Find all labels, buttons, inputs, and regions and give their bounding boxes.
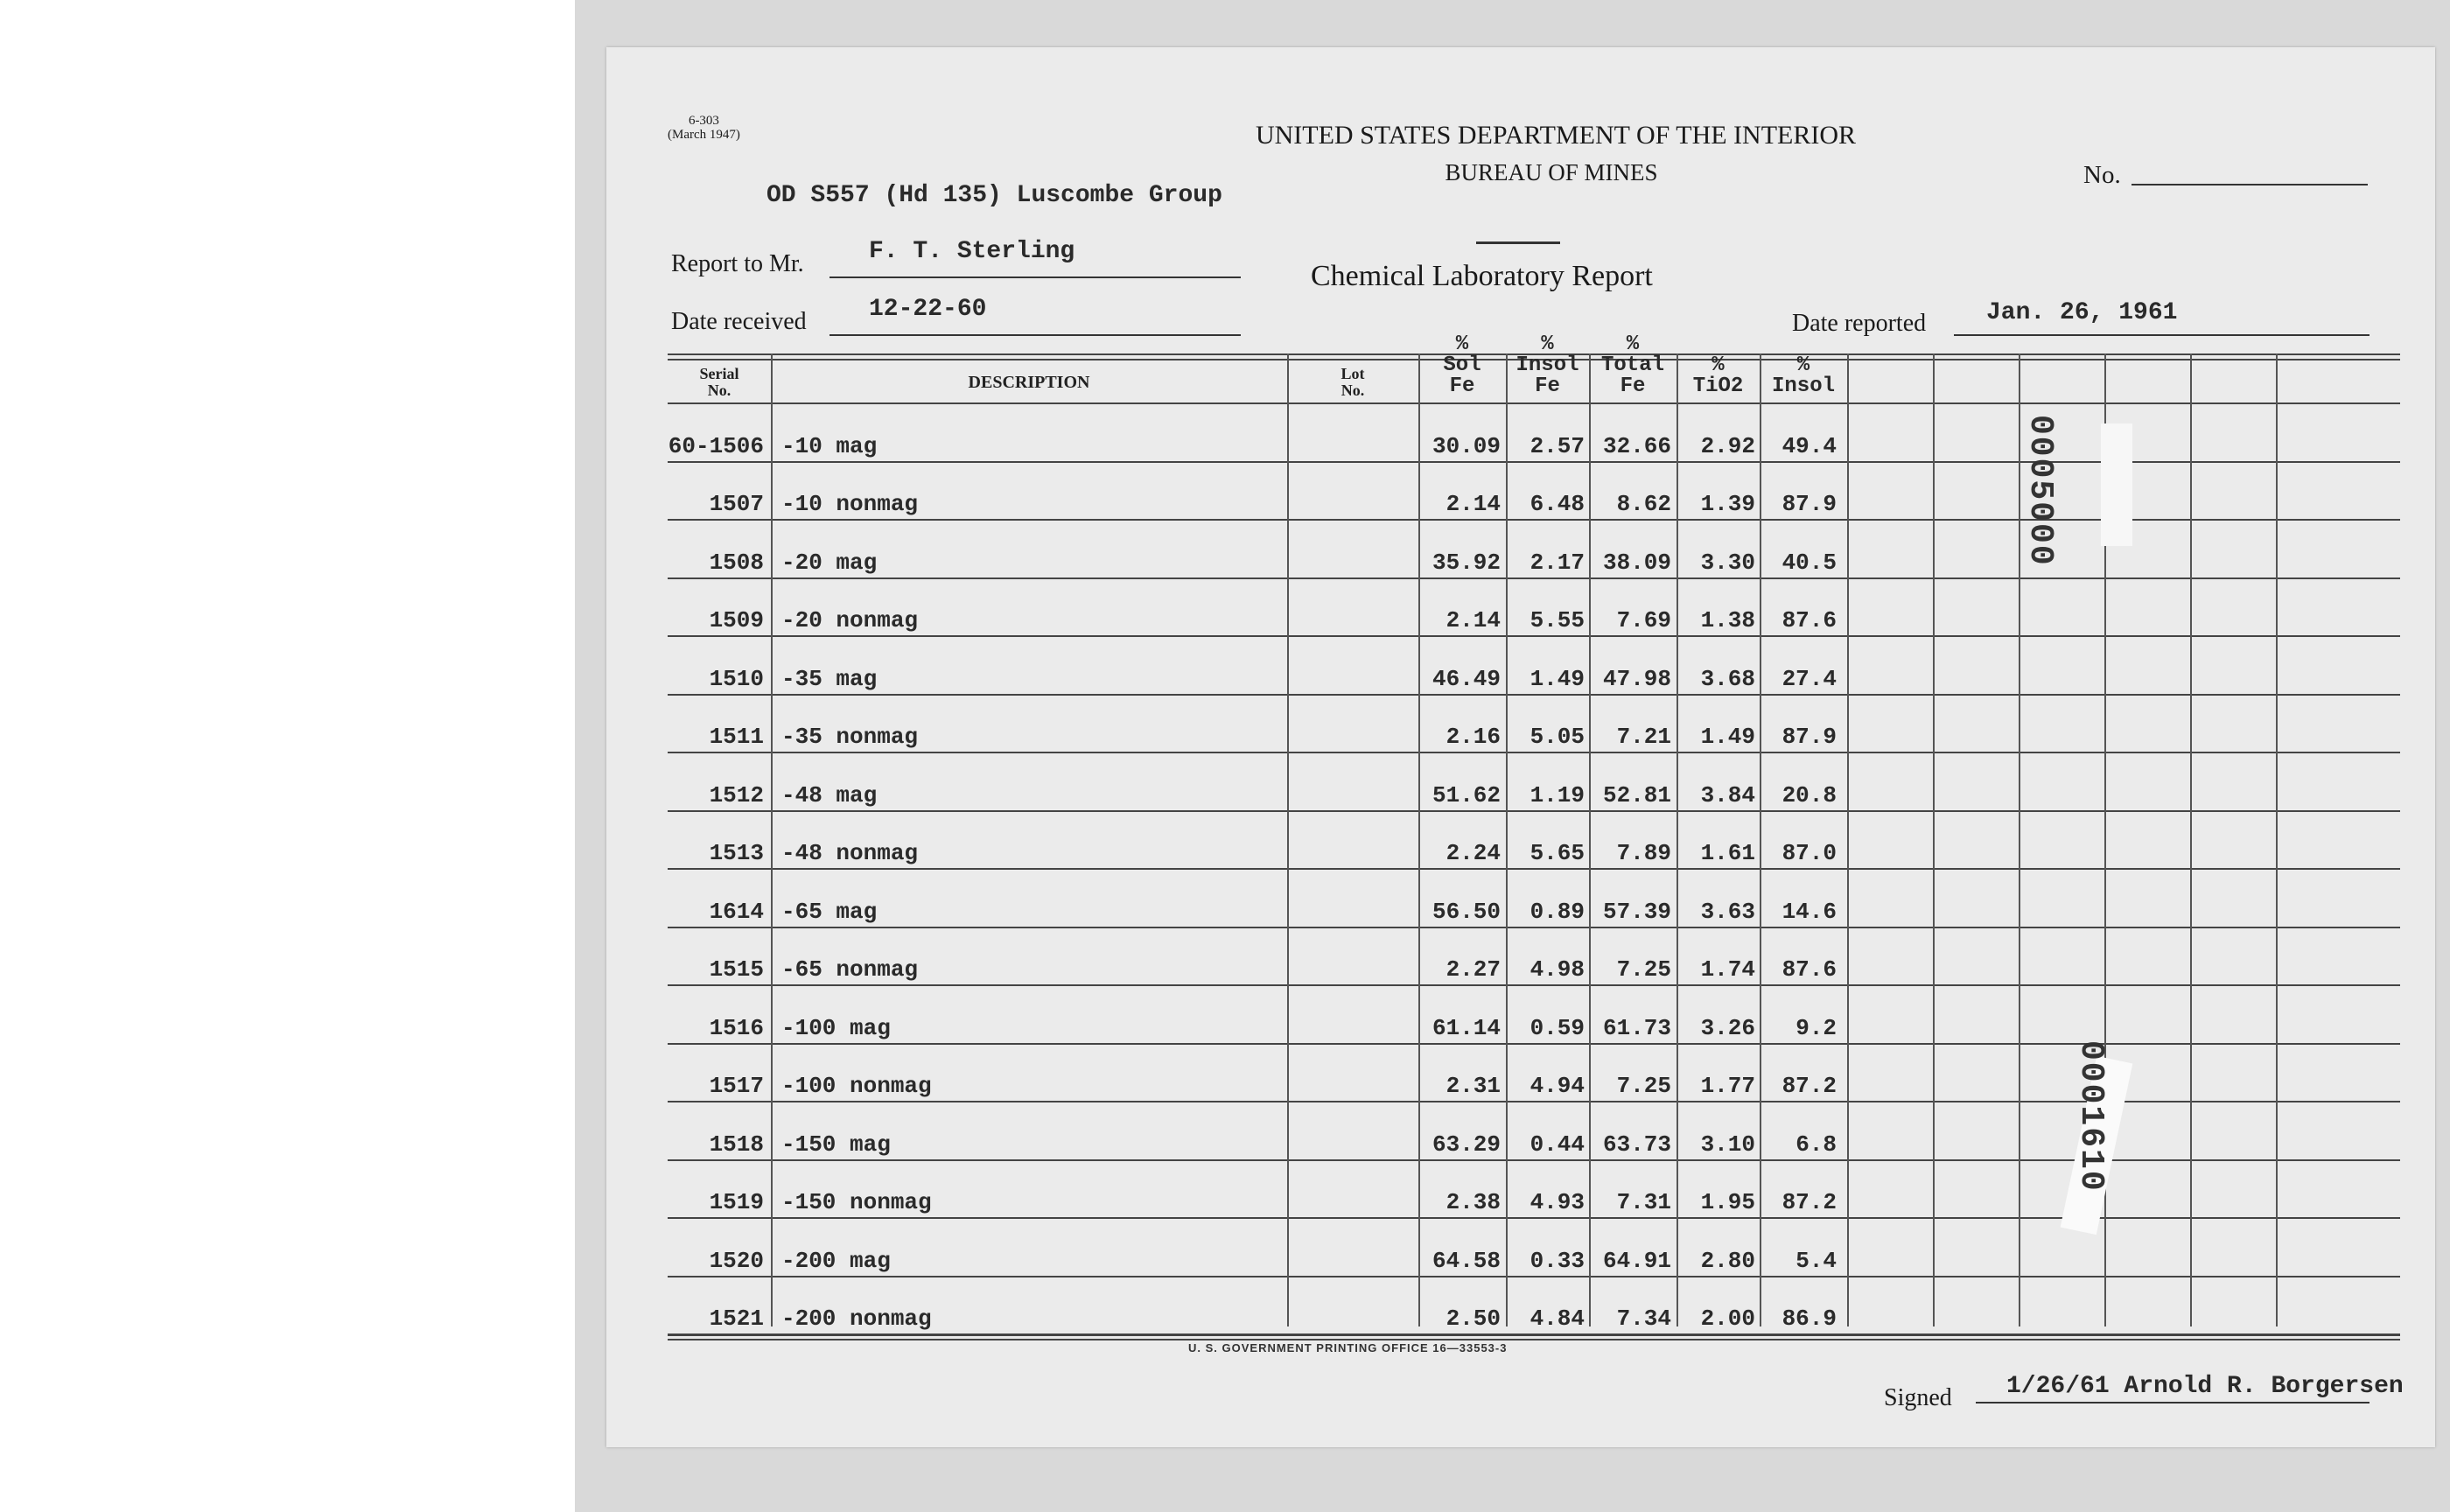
- insol-fe-cell: 2.17: [1530, 549, 1585, 576]
- insol-fe-cell: 4.98: [1530, 956, 1585, 983]
- insol-fe-cell: 2.57: [1530, 432, 1585, 459]
- serial-cell: 1519: [709, 1189, 764, 1215]
- serial-stamp-top: 0005000: [2021, 415, 2059, 567]
- total-fe-cell: 7.21: [1616, 724, 1671, 750]
- insol-cell: 87.2: [1782, 1189, 1837, 1215]
- insol-cell: 87.9: [1782, 491, 1837, 517]
- description-cell: -10 mag: [781, 432, 878, 459]
- table-row: [668, 1217, 2400, 1276]
- total-fe-cell: 7.34: [1616, 1306, 1671, 1332]
- table-row: [668, 868, 2400, 927]
- description-cell: -200 nonmag: [781, 1306, 932, 1332]
- insol-fe-cell: 1.49: [1530, 665, 1585, 692]
- table-row: [668, 1276, 2400, 1334]
- insol-fe-cell: 5.65: [1530, 840, 1585, 866]
- insol-fe-cell: 4.94: [1530, 1073, 1585, 1099]
- insol-fe-cell: 4.93: [1530, 1189, 1585, 1215]
- date-reported-line: [1954, 334, 2370, 336]
- date-received-line: [830, 334, 1241, 336]
- serial-cell: 1520: [709, 1247, 764, 1274]
- tio2-cell: 3.63: [1700, 898, 1755, 925]
- sol-fe-cell: 63.29: [1432, 1130, 1501, 1158]
- description-cell: -65 nonmag: [781, 956, 919, 983]
- total-fe-cell: 7.89: [1616, 840, 1671, 866]
- tio2-cell: 1.39: [1700, 491, 1755, 517]
- insol-cell: 87.0: [1782, 840, 1837, 866]
- tio2-cell: 2.92: [1700, 432, 1755, 459]
- table-row: [668, 402, 2400, 461]
- table-row: [668, 461, 2400, 520]
- header-insol-fe-text: % Insol Fe: [1516, 332, 1579, 398]
- insol-fe-cell: 5.55: [1530, 607, 1585, 634]
- signed-value: 1/26/61 Arnold R. Borgersen: [2006, 1373, 2404, 1400]
- report-title: Chemical Laboratory Report: [1311, 260, 1653, 292]
- report-to-value: F. T. Sterling: [869, 238, 1075, 265]
- header-sol-fe: [1418, 334, 1506, 397]
- table-row: [668, 810, 2400, 869]
- table-row: [668, 984, 2400, 1043]
- sol-fe-cell: 51.62: [1432, 781, 1501, 808]
- date-received-value: 12-22-60: [869, 296, 987, 323]
- total-fe-cell: 32.66: [1602, 432, 1671, 459]
- insol-fe-cell: 0.33: [1530, 1247, 1585, 1274]
- description-cell: -150 mag: [781, 1130, 891, 1158]
- tio2-cell: 1.49: [1700, 724, 1755, 750]
- insol-cell: 5.4: [1796, 1247, 1837, 1274]
- description-cell: -10 nonmag: [781, 491, 919, 517]
- results-table: [668, 332, 2400, 1334]
- serial-cell: 60-1506: [668, 432, 764, 459]
- sample-group: OD S557 (Hd 135) Luscombe Group: [766, 182, 1222, 209]
- sol-fe-cell: 2.27: [1446, 956, 1501, 983]
- report-to-line: [830, 276, 1241, 278]
- description-cell: -65 mag: [781, 898, 878, 925]
- stamp-strip-top: [2101, 424, 2132, 546]
- sol-fe-cell: 2.14: [1446, 491, 1501, 517]
- tio2-cell: 3.68: [1700, 665, 1755, 692]
- date-reported-value: Jan. 26, 1961: [1986, 299, 2178, 326]
- insol-cell: 20.8: [1782, 781, 1837, 808]
- serial-cell: 1515: [709, 956, 764, 983]
- date-reported-label: Date reported: [1792, 310, 1927, 337]
- tio2-cell: 2.00: [1700, 1306, 1755, 1332]
- description-cell: -100 nonmag: [781, 1073, 932, 1099]
- serial-cell: 1511: [709, 724, 764, 750]
- insol-cell: 9.2: [1796, 1014, 1837, 1041]
- header-insol: [1760, 355, 1847, 397]
- description-cell: -48 nonmag: [781, 840, 919, 866]
- insol-fe-cell: 0.89: [1530, 898, 1585, 925]
- sol-fe-cell: 2.31: [1446, 1073, 1501, 1099]
- sol-fe-cell: 2.16: [1446, 724, 1501, 750]
- tio2-cell: 3.26: [1700, 1014, 1755, 1041]
- signed-label: Signed: [1884, 1384, 1952, 1411]
- header-description: [771, 374, 1287, 391]
- header-serial-no: [668, 366, 771, 399]
- tio2-cell: 1.38: [1700, 607, 1755, 634]
- date-received-label: Date received: [671, 308, 807, 335]
- insol-cell: 87.2: [1782, 1073, 1837, 1099]
- department-heading: UNITED STATES DEPARTMENT OF THE INTERIOR: [1255, 121, 1857, 150]
- serial-cell: 1512: [709, 781, 764, 808]
- title-rule: [1476, 242, 1560, 244]
- form-number-code: 6-303: [688, 114, 719, 128]
- header-serial-no-text: Serial No.: [699, 365, 739, 399]
- sol-fe-cell: 2.38: [1446, 1189, 1501, 1215]
- serial-cell: 1614: [709, 898, 764, 925]
- total-fe-cell: 7.25: [1616, 1073, 1671, 1099]
- insol-fe-cell: 5.05: [1530, 724, 1585, 750]
- table-row: [668, 578, 2400, 636]
- sol-fe-cell: 35.92: [1432, 549, 1501, 576]
- tio2-cell: 1.77: [1700, 1073, 1755, 1099]
- insol-cell: 14.6: [1782, 898, 1837, 925]
- sol-fe-cell: 2.24: [1446, 840, 1501, 866]
- total-fe-cell: 61.73: [1602, 1014, 1671, 1041]
- sol-fe-cell: 61.14: [1432, 1014, 1501, 1041]
- tio2-cell: 1.95: [1700, 1189, 1755, 1215]
- header-tio2: [1676, 355, 1760, 397]
- header-lot-no: [1287, 366, 1418, 399]
- total-fe-cell: 57.39: [1602, 898, 1671, 925]
- sol-fe-cell: 2.50: [1446, 1306, 1501, 1332]
- header-insol-fe: [1506, 334, 1589, 397]
- insol-cell: 87.6: [1782, 607, 1837, 634]
- total-fe-cell: 64.91: [1602, 1247, 1671, 1274]
- tio2-cell: 1.74: [1700, 956, 1755, 983]
- header-total-fe-text: % Total Fe: [1600, 332, 1664, 398]
- header-lot-no-text: Lot No.: [1340, 365, 1365, 399]
- total-fe-cell: 7.31: [1616, 1189, 1671, 1215]
- description-cell: -20 nonmag: [781, 607, 919, 634]
- header-description-text: DESCRIPTION: [968, 373, 1090, 392]
- table-row: [668, 635, 2400, 694]
- sol-fe-cell: 2.14: [1446, 607, 1501, 634]
- serial-cell: 1517: [709, 1073, 764, 1099]
- table-rule: [668, 1339, 2400, 1340]
- serial-cell: 1516: [709, 1014, 764, 1041]
- sol-fe-cell: 64.58: [1432, 1247, 1501, 1274]
- insol-cell: 87.9: [1782, 724, 1837, 750]
- total-fe-cell: 63.73: [1602, 1130, 1671, 1158]
- table-row: [668, 694, 2400, 752]
- header-tio2-text: % TiO2: [1692, 354, 1744, 398]
- serial-cell: 1508: [709, 549, 764, 576]
- description-cell: -150 nonmag: [781, 1189, 932, 1215]
- sol-fe-cell: 30.09: [1432, 432, 1501, 459]
- total-fe-cell: 38.09: [1602, 549, 1671, 576]
- insol-fe-cell: 0.44: [1530, 1130, 1585, 1158]
- insol-cell: 27.4: [1782, 665, 1837, 692]
- total-fe-cell: 8.62: [1616, 491, 1671, 517]
- table-row: [668, 1043, 2400, 1102]
- insol-fe-cell: 1.19: [1530, 781, 1585, 808]
- report-to-label: Report to Mr.: [671, 250, 804, 277]
- insol-fe-cell: 6.48: [1530, 491, 1585, 517]
- serial-cell: 1521: [709, 1306, 764, 1332]
- tio2-cell: 1.61: [1700, 840, 1755, 866]
- total-fe-cell: 47.98: [1602, 665, 1671, 692]
- serial-cell: 1509: [709, 607, 764, 634]
- printing-office-note: U. S. GOVERNMENT PRINTING OFFICE 16—33553-3: [1188, 1341, 1508, 1354]
- description-cell: -100 mag: [781, 1014, 891, 1041]
- report-number-line: [2132, 184, 2368, 186]
- form-number-date: (March 1947): [668, 128, 740, 142]
- tio2-cell: 3.30: [1700, 549, 1755, 576]
- table-row: [668, 519, 2400, 578]
- lab-report-sheet: [606, 47, 2435, 1447]
- insol-cell: 40.5: [1782, 549, 1837, 576]
- description-cell: -35 nonmag: [781, 724, 919, 750]
- total-fe-cell: 52.81: [1602, 781, 1671, 808]
- serial-cell: 1510: [709, 665, 764, 692]
- insol-fe-cell: 0.59: [1530, 1014, 1585, 1041]
- tio2-cell: 2.80: [1700, 1247, 1755, 1274]
- table-row: [668, 752, 2400, 810]
- table-row: [668, 1101, 2400, 1159]
- serial-cell: 1507: [709, 491, 764, 517]
- total-fe-cell: 7.69: [1616, 607, 1671, 634]
- header-total-fe: [1589, 334, 1676, 397]
- table-row: [668, 927, 2400, 985]
- insol-cell: 87.6: [1782, 956, 1837, 983]
- insol-cell: 49.4: [1782, 432, 1837, 459]
- serial-stamp-bottom: 0001610: [2072, 1040, 2110, 1193]
- total-fe-cell: 7.25: [1616, 956, 1671, 983]
- tio2-cell: 3.10: [1700, 1130, 1755, 1158]
- description-cell: -20 mag: [781, 549, 878, 576]
- serial-cell: 1518: [709, 1130, 764, 1158]
- sol-fe-cell: 46.49: [1432, 665, 1501, 692]
- table-row: [668, 1159, 2400, 1218]
- sol-fe-cell: 56.50: [1432, 898, 1501, 925]
- header-sol-fe-text: % Sol Fe: [1443, 332, 1481, 398]
- insol-cell: 6.8: [1796, 1130, 1837, 1158]
- serial-cell: 1513: [709, 840, 764, 866]
- description-cell: -35 mag: [781, 665, 878, 692]
- report-number-label: No.: [2083, 161, 2121, 189]
- signed-line: [1976, 1402, 2370, 1404]
- table-rule: [668, 1334, 2400, 1336]
- description-cell: -200 mag: [781, 1247, 891, 1274]
- header-insol-text: % Insol: [1771, 354, 1835, 398]
- insol-cell: 86.9: [1782, 1306, 1837, 1332]
- tio2-cell: 3.84: [1700, 781, 1755, 808]
- description-cell: -48 mag: [781, 781, 878, 808]
- bureau-heading: BUREAU OF MINES: [1445, 159, 1658, 186]
- insol-fe-cell: 4.84: [1530, 1306, 1585, 1332]
